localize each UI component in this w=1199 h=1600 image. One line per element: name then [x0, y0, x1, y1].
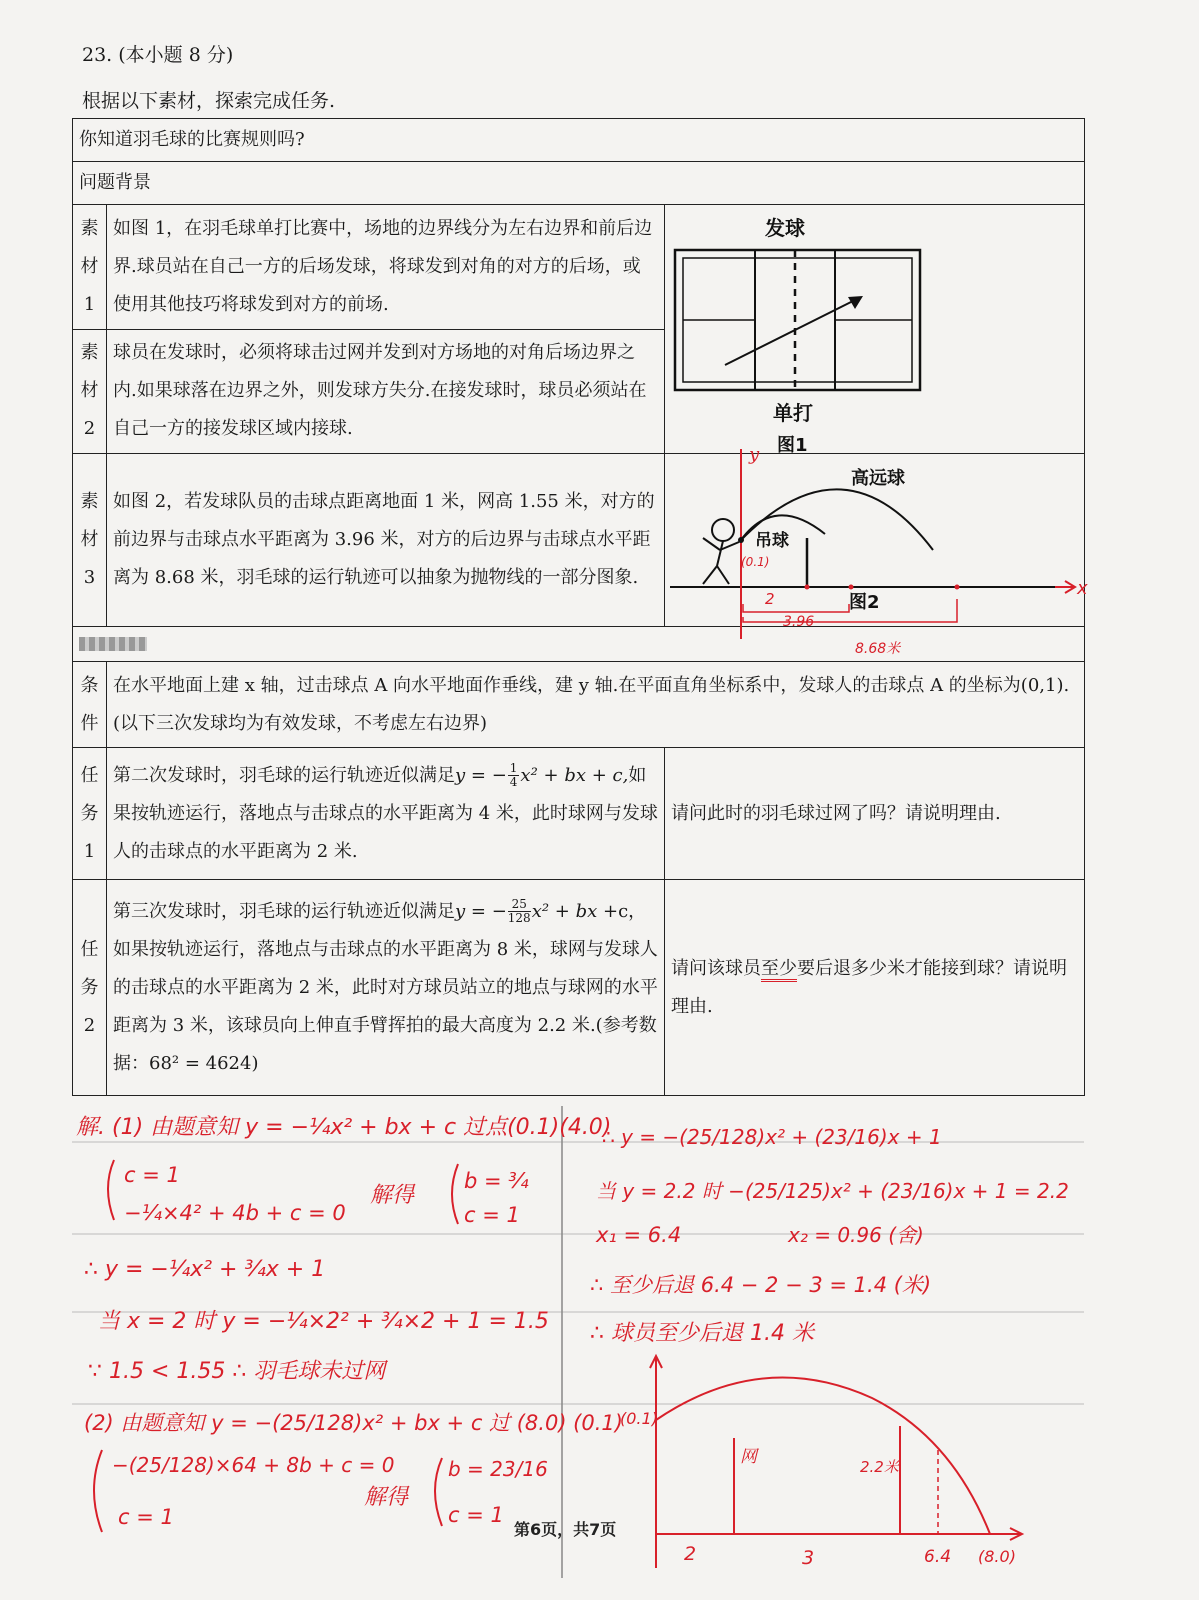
sol-line2b: −¼×4² + 4b + c = 0 — [124, 1201, 346, 1225]
graph-x1: 2 — [684, 1543, 697, 1565]
page-footer: 第6页，共7页 — [514, 1520, 617, 1539]
singles-label: 单打 — [773, 401, 813, 425]
redacted-mark — [79, 637, 147, 651]
redacted-row — [73, 627, 1085, 662]
material3-label: 素 材 3 — [73, 454, 107, 627]
material3-text: 如图 2，若发球队员的击球点距离地面 1 米，网高 1.55 米，对方的前边界与击球点水平距离为 3.96 米，对方的后边界与击球点水平距离为 8.68 米，羽毛球的运行轨迹可以抽象为抛物线的一部分图象. — [107, 454, 665, 627]
sol-line6: (2) 由题意知 y = −(25/128)x² + bx + c 过 (8.0) (0.1) — [84, 1411, 623, 1435]
question-title: 23. (本小题 8 分) — [82, 44, 234, 66]
dist-back-label: 8.68米 — [855, 641, 901, 657]
materials-table — [72, 118, 1088, 1096]
sol-line3: ∴ y = −¼x² + ¾x + 1 — [84, 1257, 326, 1282]
figure2-caption: 图2 — [849, 592, 880, 613]
condition-text: 在水平地面上建 x 轴，过击球点 A 向水平地面作垂线，建 y 轴.在平面直角坐标系中，发球人的击球点 A 的坐标为(0,1).(以下三次发球均为有效发球，不考虑左右边界) — [107, 662, 1085, 748]
sol-right4: ∴ 至少后退 6.4 − 2 − 3 = 1.4 (米) — [590, 1273, 932, 1297]
task2-row — [73, 880, 1085, 1096]
high-clear-label: 高远球 — [851, 468, 905, 489]
graph-x2: 3 — [802, 1547, 815, 1569]
court-diagram — [665, 205, 1085, 456]
figure1-caption: 图1 — [777, 435, 808, 456]
table-heading-row — [73, 119, 1085, 162]
sol-line7e: c = 1 — [448, 1503, 504, 1527]
serve-label: 发球 — [765, 216, 805, 240]
condition-row — [73, 662, 1085, 748]
task2-question: 请问该球员至少要后退多少米才能接到球？请说明理由. — [665, 880, 1085, 1096]
sol-line5: ∵ 1.5 < 1.55 ∴ 羽毛球未过网 — [88, 1359, 386, 1384]
sol-line7c: 解得 — [364, 1485, 409, 1510]
y-axis-label: y — [749, 444, 760, 465]
material1-label: 素 材 1 — [73, 205, 107, 330]
task1-row — [73, 748, 1085, 880]
background-row — [73, 162, 1085, 205]
sol-line2d: b = ¾ — [464, 1169, 529, 1193]
solution-sheet — [72, 1098, 1084, 1578]
solution-graph — [620, 1356, 1022, 1569]
drop-shot-label: 吊球 — [755, 531, 789, 551]
graph-height-label: 2.2米 — [860, 1458, 899, 1476]
sol-right3b: x₂ = 0.96 (舍) — [788, 1223, 924, 1247]
sol-line7b: c = 1 — [118, 1505, 174, 1529]
task1-text: 第二次发球时，羽毛球的运行轨迹近似满足y = − $\frac{1}{4}$ x² + bx + c,如果按轨迹运行，落地点与击球点的水平距离为 4 米，此时球网与发球人的击球点的水平距离为 2 米. — [107, 748, 665, 880]
redacted-cell — [73, 627, 1085, 662]
graph-x4: (8.0) — [978, 1547, 1016, 1566]
material1-row — [73, 205, 1085, 330]
task2-text: 第三次发球时，羽毛球的运行轨迹近似满足y = − $\frac{25}{128}$ x² + bx +c，如果按轨迹运行，落地点与击球点的水平距离为 8 米，球网与发球人的击球点的水平距离为 2 米，此时对方球员站立的地点与球网的水平距离为 3 米，该球员向上伸直手臂挥拍的最大高度为 2.2 米.(参考数据：68² = 4624) — [107, 880, 665, 1096]
task2-label: 任 务 2 — [73, 880, 107, 1096]
table-heading: 你知道羽毛球的比赛规则吗? — [73, 119, 1085, 162]
sol-line2a: c = 1 — [124, 1163, 180, 1187]
sol-line7a: −(25/128)×64 + 8b + c = 0 — [112, 1453, 395, 1477]
sol-line1: 解. (1) 由题意知 y = −¼x² + bx + c 过点(0.1)(4.0) — [76, 1115, 612, 1140]
background-label: 问题背景 — [73, 162, 1085, 205]
sol-line2c: 解得 — [370, 1183, 415, 1208]
handwritten-solution — [72, 1098, 1084, 1578]
condition-label: 条 件 — [73, 662, 107, 748]
sol-right2: 当 y = 2.2 时 −(25/125)x² + (23/16)x + 1 = 2.2 — [596, 1179, 1069, 1203]
question-intro: 根据以下素材，探索完成任务. — [82, 90, 336, 112]
x-axis-label: x — [1077, 578, 1088, 599]
figure1 — [665, 205, 1085, 454]
task1-label: 任 务 1 — [73, 748, 107, 880]
sol-right1: ∴ y = −(25/128)x² + (23/16)x + 1 — [602, 1125, 942, 1149]
dist-net-label: 2 — [765, 590, 775, 608]
graph-net-label: 网 — [740, 1447, 757, 1467]
material2-text: 球员在发球时，必须将球击过网并发到对方场地的对角后场边界之内.如果球落在边界之外，则发球方失分.在接发球时，球员必须站在自己一方的接发球区域内接球. — [107, 329, 665, 454]
sol-line2e: c = 1 — [464, 1203, 520, 1227]
material3-row — [73, 454, 1085, 627]
material2-label: 素 材 2 — [73, 329, 107, 454]
material1-text: 如图 1，在羽毛球单打比赛中，场地的边界线分为左右边界和前后边界.球员站在自己一方的后场发球，将球发到对角的对方的后场，或使用其他技巧将球发到对方的前场. — [107, 205, 665, 330]
dist-front-label: 3.96 — [783, 614, 815, 630]
graph-point-label: (0.1) — [620, 1409, 658, 1428]
sol-line4: 当 x = 2 时 y = −¼×2² + ¾×2 + 1 = 1.5 — [98, 1309, 549, 1334]
task1-question: 请问此时的羽毛球过网了吗？请说明理由. — [665, 748, 1085, 880]
sol-line7d: b = 23/16 — [448, 1457, 548, 1481]
graph-x3: 6.4 — [924, 1547, 952, 1567]
point-a-label: (0.1) — [741, 555, 770, 569]
sol-right5: ∴ 球员至少后退 1.4 米 — [590, 1321, 814, 1346]
sol-right3a: x₁ = 6.4 — [596, 1223, 682, 1247]
